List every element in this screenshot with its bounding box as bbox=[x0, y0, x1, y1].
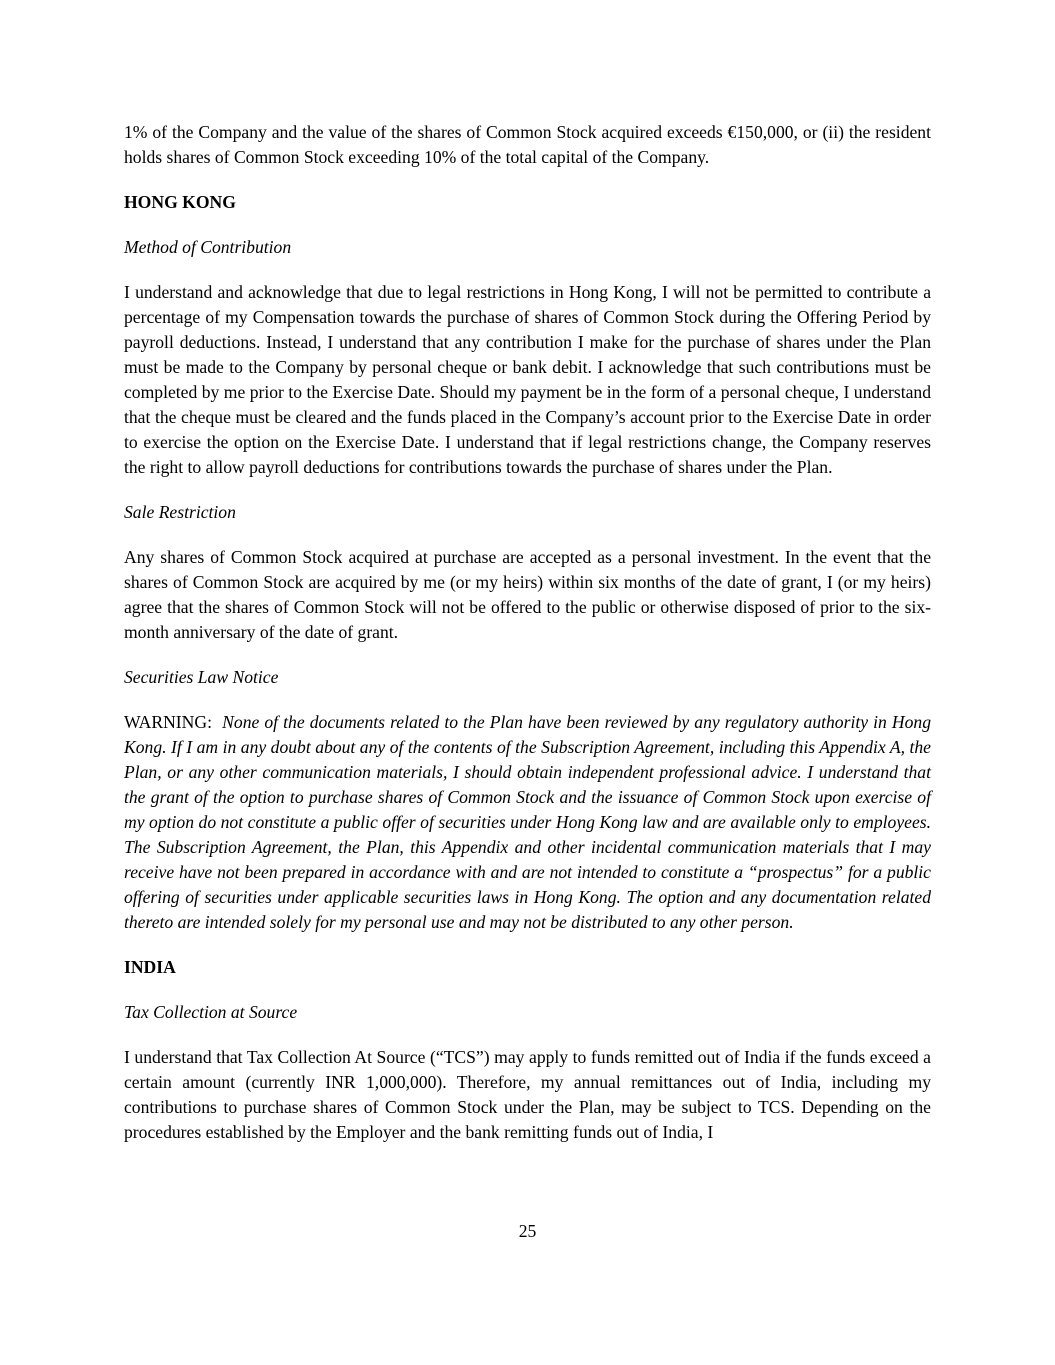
contribution-paragraph: I understand and acknowledge that due to legal restrictions in Hong Kong, I will not be permitted to contribute a percentage of my Compensation towards the purchase of shares of Common Stock during the Offering Period by payroll deductions. Instead, I understand that any contribution I make for the purchase of shares under the Plan must be made to the Company by personal cheque or bank debit. I acknowledge that such contributions must be completed by me prior to the Exercise Date. Should my payment be in the form of a personal cheque, I understand that the cheque must be cleared and the funds placed in the Company’s account prior to the Exercise Date in order to exercise the option on the Exercise Date. I understand that if legal restrictions change, the Company reserves the right to allow payroll deductions for contributions towards the purchase of shares under the Plan. bbox=[124, 282, 931, 477]
subheading-sale-restriction: Sale Restriction bbox=[124, 502, 236, 522]
warning-text: None of the documents related to the Plan have been reviewed by any regulatory authority in Hong Kong. If I am in any doubt about any of the contents of the Subscription Agreement, including this Appendix A, the Plan, or any other communication materials, I should obtain independent professional advice. I understand that the grant of the option to purchase shares of Common Stock and the issuance of Common Stock upon exercise of my option do not constitute a public offer of securities under Hong Kong law and are available only to employees. The Subscription Agreement, the Plan, this Appendix and other incidental communication materials that I may receive have not been prepared in accordance with and are not intended to constitute a “prospectus” for a public offering of securities under applicable securities laws in Hong Kong. The option and any documentation related thereto are intended solely for my personal use and may not be distributed to any other person. bbox=[124, 712, 931, 932]
tcs-paragraph: I understand that Tax Collection At Source (“TCS”) may apply to funds remitted out of India if the funds exceed a certain amount (currently INR 1,000,000). Therefore, my annual remittances out of India, including my contributions to purchase shares of Common Stock under the Plan, may be subject to TCS. Depending on the procedures established by the Employer and the bank remitting funds out of India, I bbox=[124, 1047, 931, 1142]
subheading-tax-collection-at-source: Tax Collection at Source bbox=[124, 1002, 298, 1022]
warning-paragraph bbox=[124, 710, 931, 935]
subheading-method-of-contribution: Method of Contribution bbox=[124, 237, 292, 257]
subheading-securities-law-notice: Securities Law Notice bbox=[124, 667, 279, 687]
document-page bbox=[124, 120, 931, 1145]
intro-paragraph: 1% of the Company and the value of the shares of Common Stock acquired exceeds €150,000, or (ii) the resident holds shares of Common Stock exceeding 10% of the total capital of the Company. bbox=[124, 122, 931, 167]
page-number: 25 bbox=[518, 1221, 537, 1241]
section-heading-india: INDIA bbox=[124, 957, 176, 977]
sale-restriction-paragraph: Any shares of Common Stock acquired at purchase are accepted as a personal investment. In the event that the shares of Common Stock are acquired by me (or my heirs) within six months of the date of grant, I (or my heirs) agree that the shares of Common Stock will not be offered to the public or otherwise disposed of prior to the six-month anniversary of the date of grant. bbox=[124, 547, 931, 642]
section-heading-hong-kong: HONG KONG bbox=[124, 192, 236, 212]
warning-label: WARNING: bbox=[124, 712, 212, 732]
